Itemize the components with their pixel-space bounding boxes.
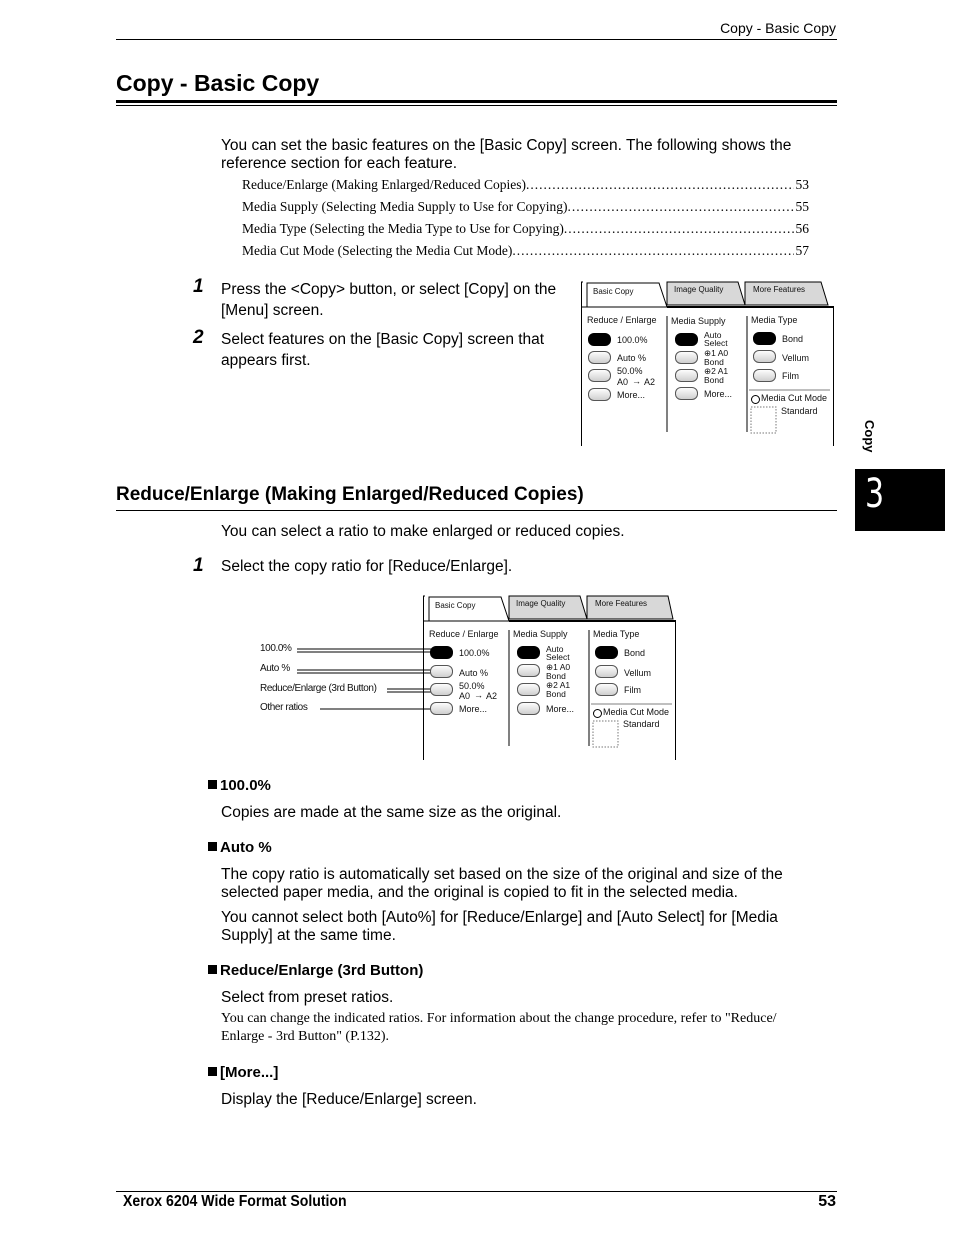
roll-icon: ⊕ bbox=[704, 348, 712, 358]
media-cut-mode-label[interactable]: Media Cut Mode bbox=[761, 393, 828, 403]
bullet-square-icon bbox=[208, 780, 217, 789]
step-text: Press the <Copy> button, or select [Copy] on the [Menu] screen. bbox=[221, 281, 557, 319]
side-chapter-label: Copy bbox=[862, 420, 877, 453]
auto-select-button[interactable] bbox=[517, 646, 540, 659]
roll-1-media: Bond bbox=[704, 357, 724, 367]
roll-1-button[interactable] bbox=[675, 351, 698, 364]
step-text: Select the copy ratio for [Reduce/Enlarge]. bbox=[221, 558, 513, 575]
preset-ratio-button[interactable] bbox=[430, 683, 453, 696]
film-label: Film bbox=[782, 371, 799, 381]
roll-2-label: ⊕2 A1 bbox=[704, 366, 729, 376]
item-heading-auto: Auto % bbox=[208, 839, 272, 856]
section-rule bbox=[116, 510, 837, 511]
roll-1-label: ⊕1 A0 bbox=[546, 662, 571, 672]
media-supply-title: Media Supply bbox=[671, 316, 726, 326]
tab-image-quality[interactable]: Image Quality bbox=[674, 285, 724, 294]
bullet-square-icon bbox=[208, 965, 217, 974]
more-ratios-label: More... bbox=[617, 390, 646, 400]
preset-ratio-button[interactable] bbox=[588, 369, 611, 382]
bullet-square-icon bbox=[208, 1067, 217, 1076]
tab-basic-copy[interactable]: Basic Copy bbox=[593, 287, 634, 296]
roll-1-label: ⊕1 A0 bbox=[704, 348, 729, 358]
bond-label: Bond bbox=[782, 334, 804, 344]
roll-1-media: Bond bbox=[546, 671, 566, 681]
ratio-100-button[interactable] bbox=[430, 646, 453, 659]
toc-entry[interactable]: Media Type (Selecting the Media Type to Use for Copying) ..... 56 bbox=[242, 218, 809, 240]
auto-percent-label: Auto % bbox=[617, 353, 647, 363]
running-header: Copy - Basic Copy bbox=[720, 20, 836, 36]
arrow-right-icon: → bbox=[632, 376, 641, 386]
toc-entry[interactable]: Media Cut Mode (Selecting the Media Cut Mode) ..... 57 bbox=[242, 240, 809, 262]
reduce-enlarge-title: Reduce / Enlarge bbox=[429, 629, 499, 639]
step-number: 1 bbox=[193, 276, 204, 297]
auto-select-label-2: Select bbox=[704, 338, 728, 348]
step-number: 2 bbox=[193, 327, 204, 348]
more-ratios-button[interactable] bbox=[430, 702, 453, 715]
page-number: 53 bbox=[818, 1193, 836, 1210]
item-paragraph: Copies are made at the same size as the original. bbox=[221, 804, 562, 821]
vellum-label: Vellum bbox=[624, 668, 652, 678]
roll-icon: ⊕ bbox=[704, 366, 712, 376]
intro-paragraph: You can set the basic features on the [Basic Copy] screen. The following shows the reference section for each feature. bbox=[221, 137, 792, 172]
roll-2-button[interactable] bbox=[675, 369, 698, 382]
more-supply-button[interactable] bbox=[517, 702, 540, 715]
media-cut-value: Standard bbox=[623, 719, 660, 729]
toc-entry[interactable]: Reduce/Enlarge (Making Enlarged/Reduced Copies) ..... 53 bbox=[242, 174, 809, 196]
bullet-square-icon bbox=[208, 842, 217, 851]
auto-percent-label: Auto % bbox=[459, 668, 489, 678]
item-paragraph: You cannot select both [Auto%] for [Reduce/Enlarge] and [Auto Select] for [Media Supply] at the same time. bbox=[221, 909, 778, 944]
section-heading: Reduce/Enlarge (Making Enlarged/Reduced Copies) bbox=[116, 484, 584, 505]
item-paragraph: Display the [Reduce/Enlarge] screen. bbox=[221, 1091, 477, 1108]
ratio-100-label: 100.0% bbox=[459, 648, 490, 658]
more-supply-button[interactable] bbox=[675, 387, 698, 400]
preset-to-size: A2 bbox=[486, 691, 498, 701]
step-text: Select features on the [Basic Copy] screen that appears first. bbox=[221, 331, 545, 369]
title-rule bbox=[116, 100, 837, 103]
preset-from-size: A0 bbox=[459, 691, 471, 701]
arrow-right-icon: → bbox=[474, 690, 483, 700]
page-title: Copy - Basic Copy bbox=[116, 70, 320, 96]
roll-icon: ⊕ bbox=[546, 680, 554, 690]
callout-3rd-button: Reduce/Enlarge (3rd Button) bbox=[260, 683, 377, 694]
media-cut-value: Standard bbox=[781, 406, 818, 416]
auto-percent-button[interactable] bbox=[430, 665, 453, 678]
item-note: You can change the indicated ratios. For information about the change procedure, refer to "Reduce/ Enlarge - 3rd Button" (P.132). bbox=[221, 1011, 777, 1044]
vellum-button[interactable] bbox=[753, 350, 776, 363]
tab-basic-copy[interactable]: Basic Copy bbox=[435, 601, 476, 610]
chapter-tab: 3 bbox=[855, 469, 945, 531]
bond-button[interactable] bbox=[753, 332, 776, 345]
media-supply-title: Media Supply bbox=[513, 629, 568, 639]
item-heading-100: 100.0% bbox=[208, 777, 271, 794]
more-supply-label: More... bbox=[546, 704, 575, 714]
item-heading-more: [More...] bbox=[208, 1064, 278, 1081]
callout-auto: Auto % bbox=[260, 663, 290, 674]
item-paragraph: Select from preset ratios. bbox=[221, 989, 394, 1006]
preset-to-size: A2 bbox=[644, 377, 656, 387]
media-cut-mode-label[interactable]: Media Cut Mode bbox=[603, 707, 670, 717]
auto-percent-button[interactable] bbox=[588, 351, 611, 364]
auto-select-button[interactable] bbox=[675, 333, 698, 346]
footer-rule bbox=[116, 1191, 837, 1192]
film-button[interactable] bbox=[595, 683, 618, 696]
more-ratios-label: More... bbox=[459, 704, 488, 714]
film-label: Film bbox=[624, 685, 641, 695]
callout-100: 100.0% bbox=[260, 643, 292, 654]
vellum-button[interactable] bbox=[595, 665, 618, 678]
footer-product: Xerox 6204 Wide Format Solution bbox=[123, 1193, 347, 1210]
preset-ratio-label: 50.0% bbox=[459, 681, 485, 691]
tab-more-features[interactable]: More Features bbox=[753, 285, 806, 294]
section-intro: You can select a ratio to make enlarged or reduced copies. bbox=[221, 523, 625, 540]
ratio-100-button[interactable] bbox=[588, 333, 611, 346]
bond-label: Bond bbox=[624, 648, 646, 658]
auto-select-label: Auto bbox=[704, 330, 722, 340]
basic-copy-screen-2 bbox=[423, 594, 676, 760]
tab-more-features[interactable]: More Features bbox=[595, 599, 648, 608]
tab-image-quality[interactable]: Image Quality bbox=[516, 599, 566, 608]
basic-copy-screen bbox=[581, 280, 834, 446]
title-rule-thin bbox=[116, 105, 837, 106]
media-type-title: Media Type bbox=[593, 629, 640, 639]
auto-select-label-2: Select bbox=[546, 652, 570, 662]
roll-2-media: Bond bbox=[546, 689, 566, 699]
roll-2-button[interactable] bbox=[517, 683, 540, 696]
roll-2-label: ⊕2 A1 bbox=[546, 680, 571, 690]
preset-from-size: A0 bbox=[617, 377, 629, 387]
bond-button[interactable] bbox=[595, 646, 618, 659]
more-supply-label: More... bbox=[704, 389, 733, 399]
reduce-enlarge-title: Reduce / Enlarge bbox=[587, 315, 657, 325]
ratio-100-label: 100.0% bbox=[617, 335, 648, 345]
item-heading-3rd-button: Reduce/Enlarge (3rd Button) bbox=[208, 962, 423, 979]
vellum-label: Vellum bbox=[782, 353, 810, 363]
preset-ratio-label: 50.0% bbox=[617, 366, 643, 376]
more-ratios-button[interactable] bbox=[588, 388, 611, 401]
roll-1-button[interactable] bbox=[517, 664, 540, 677]
reference-list bbox=[242, 174, 809, 262]
item-paragraph: The copy ratio is automatically set based on the size of the original and size of the selected paper media, and the original is copied to fit in the selected media. bbox=[221, 866, 783, 901]
auto-select-label: Auto bbox=[546, 644, 564, 654]
media-type-title: Media Type bbox=[751, 315, 798, 325]
step-number: 1 bbox=[193, 555, 204, 576]
callout-other-ratios: Other ratios bbox=[260, 702, 308, 713]
film-button[interactable] bbox=[753, 369, 776, 382]
toc-entry[interactable]: Media Supply (Selecting Media Supply to Use for Copying) ..... 55 bbox=[242, 196, 809, 218]
roll-2-media: Bond bbox=[704, 375, 724, 385]
roll-icon: ⊕ bbox=[546, 662, 554, 672]
header-rule bbox=[116, 39, 837, 40]
